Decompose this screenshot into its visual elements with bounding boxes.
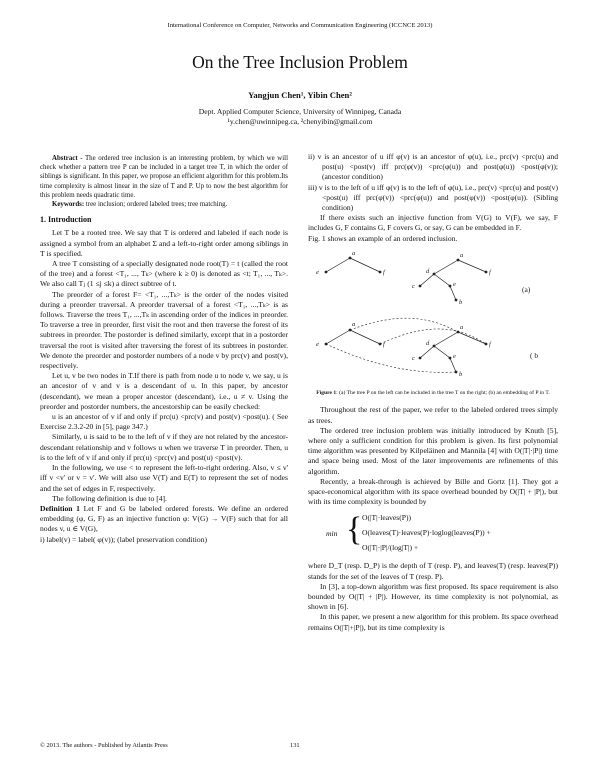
section-heading-introduction: 1. Introduction	[40, 215, 92, 225]
paper-title: On the Tree Inclusion Problem	[192, 52, 408, 72]
paragraph: Throughout the rest of the paper, we refer to the labeled ordered trees simply as trees.	[308, 405, 558, 425]
paragraph: In [3], a top-down algorithm was first proposed. Its space requirement is also bounded by O(|T| + |P|). However, its time complexity is not polynomial, as shown in [6].	[308, 581, 558, 612]
complexity-formula	[308, 511, 558, 557]
node-label: a	[460, 251, 464, 259]
footer-page-number: 131	[290, 742, 300, 749]
paragraph: The preorder of a forest F= <T₁, ...,Tₖ> is the order of the nodes visited during a preorder traversal. A preorder traversal of a forest <T₁, ...,Tₖ> is as follows. Traverse the trees T₁, ...,Tₖ in ascending order of the indices in preorder. To traverse a tree in preorder, first visit the root and then traverse the forest of its subtrees in preorder. The postorder is defined similarly, except that in a postorder traversal the root is visited after traversing the forest of its subtrees in postorder. We denote the preorder and postorder numbers of a node v by prc(v) and post(v), respectively.	[40, 289, 288, 371]
right-column	[308, 152, 558, 633]
paragraph: The ordered tree inclusion problem was initially introduced by Knuth [5], where only a sufficient condition for this problem is given. Its first polynomial time algorithm was presented by Kilpeläinen and Mannila [4] with O(|T|·|P|) time and space being used. Most of the later improvements are refinements of this algorithm.	[308, 425, 558, 476]
node-label: f	[489, 268, 491, 276]
keywords-label: Keywords:	[52, 201, 85, 209]
node-label: e	[316, 340, 319, 348]
figure-caption-label: Figure 1	[316, 389, 337, 396]
definition-item-3: iii) v is to the left of u iff φ(v) is to the left of φ(u), i.e., prc(v) <prc(u) and post(v) <post(u) iff prc(φ(v)) <prc(φ(u)) and post(φ(v)) <post(φ(u)). (Sibling condition)	[308, 182, 558, 213]
node-label: c	[412, 282, 415, 290]
paragraph: u is an ancestor of v if and only if prc(u) <prc(v) and post(v) <post(u). ( See Exercise 2.3.2-20 in [5], page 347.)	[40, 412, 288, 432]
node-label: b	[459, 370, 463, 378]
figure-caption-text: : (a) The tree P on the left can be included in the tree T on the right; (b) an embedding of P in T.	[336, 389, 550, 396]
node-label: a	[352, 320, 356, 328]
formula-line-2: O(leaves(T)·leaves(P)·loglog(leaves(P)) +	[362, 528, 491, 538]
conference-header: International Conference on Computer, Networks and Communication Engineering (ICCNCE 2013)	[167, 22, 433, 29]
paragraph: A tree T consisting of a specially designated node root(T) = t (called the root of the tree) and a forest <T₁, ..., Tₖ> (where k ≥ 0) is denoted as <t; T₁, ..., Tₖ>. We also call Tⱼ (1 ≤j ≤k) a direct subtree of t.	[40, 259, 288, 289]
definition-item-2: ii) v is an ancestor of u iff φ(v) is an ancestor of φ(u), i.e., prc(v) <prc(u) and post(u) <post(v) iff prc(φ(v)) <prc(φ(u)) and post(φ(u)) <post(φ(v)); (ancestor condition)	[308, 152, 558, 182]
figure-tag-a: (a)	[522, 284, 531, 294]
keywords	[40, 200, 288, 209]
left-column	[40, 154, 288, 545]
affiliation	[0, 107, 600, 126]
paragraph: In this paper, we present a new algorithm for this problem. Its space overhead remains O(|T|+|P|), but its time complexity is	[308, 612, 558, 632]
paragraph: If there exists such an injective function from V(G) to V(F), we say, F includes G, F contains G, F covers G, or say, G can be embedded in F.	[308, 213, 558, 233]
node-label: f	[489, 340, 491, 348]
definition-item-1: i) label(v) = label( φ(v)); (label preservation condition)	[40, 534, 208, 544]
keywords-text: tree inclusion; ordered labeled trees; tree matching.	[85, 201, 228, 209]
node-label: a	[352, 249, 356, 257]
paragraph: where D_T (resp. D_P) is the depth of T (resp. P), and leaves(T) (resp. leaves(P)) stands for the set of the leaves of T (resp. P).	[308, 561, 558, 581]
definition-label: Definition 1	[40, 503, 80, 513]
paragraph: Let u, v be two nodes in T.If there is path from node u to node v, we say, u is an ancestor of v and v is a descendant of u. In this paper, by ancestor (descendant), we mean a proper ancestor (descendant), i.e., u ≠ v. Using the preorder and postorder numbers, the ancestorship can be easily checked:	[40, 371, 288, 411]
figure-caption	[314, 390, 552, 398]
figure-tag-b: ( b	[530, 350, 539, 360]
paragraph: Fig. 1 shows an example of an ordered inclusion.	[308, 233, 458, 243]
node-label: d	[426, 267, 430, 275]
tree-figure	[308, 246, 558, 386]
formula-brace: {	[346, 511, 363, 549]
node-label: a	[460, 323, 464, 331]
figure-1	[308, 246, 558, 386]
definition-text: Let F and G be labeled ordered forests. We define an ordered embedding (φ, G, F) as an injective function φ: V(G) → V(F) such that for all nodes v, u ∈ V(G),	[40, 503, 288, 534]
paragraph: In the following, we use < to represent the left-to-right ordering. Also, v ≤ v' iff v <v' or v = v'. We will also use V(T) and E(T) to represent the set of nodes and the set of edges in F, respectively.	[40, 463, 288, 493]
abstract-text: The ordered tree inclusion is an interesting problem, by which we will check whether a pattern tree P can be included in a target tree T, in which the order of siblings is significant. In this paper, we propose an efficient algorithm for this problem.Its time complexity is almost linear in the size of T and P. Up to now the best algorithm for this problem needs quadratic time.	[40, 155, 288, 199]
footer-copyright: © 2013. The authors - Published by Atlantis Press	[40, 742, 168, 749]
paragraph: The following definition is due to [4].	[52, 493, 167, 503]
node-label: e	[453, 352, 456, 360]
node-label: b	[459, 298, 463, 306]
node-label: f	[383, 268, 385, 276]
node-label: f	[383, 340, 385, 348]
formula-min: min	[326, 529, 338, 539]
affiliation-emails: ¹y.chen@uwinnipeg.ca, ²chenyibin@gmail.com	[227, 116, 373, 126]
node-label: e	[453, 280, 456, 288]
paragraph: Similarly, u is said to be to the left of v if they are not related by the ancestor-descendant relationship and v follows u when we traverse T in preorder. Then, u is to the left of v if and only if prc(u) <prc(v) and post(u) <post(v).	[40, 432, 288, 462]
formula-line-1: O(|T|·leaves(P))	[362, 513, 412, 523]
paragraph: Recently, a break-through is achieved by Bille and Gortz [1]. They got a space-economical algorithm with its space overhead bounded by O(|T| + |P|), but with its time complexity is bounded by	[308, 476, 558, 507]
abstract	[40, 154, 288, 200]
node-label: e	[316, 268, 319, 276]
affiliation-dept: Dept. Applied Computer Science, University of Winnipeg, Canada	[198, 107, 402, 116]
definition	[40, 504, 288, 535]
authors: Yangjun Chen¹, Yibin Chen²	[248, 90, 352, 100]
node-label: c	[412, 354, 415, 362]
abstract-label: Abstract -	[52, 155, 83, 162]
node-label: d	[426, 339, 430, 347]
formula-line-3: O(|T|·|P|/(log|T|) +	[362, 543, 419, 553]
paragraph: Let T be a rooted tree. We say that T is ordered and labeled if each node is assigned a symbol from an alphabet Σ and a left-to-right order among siblings in T is specified.	[40, 228, 288, 258]
